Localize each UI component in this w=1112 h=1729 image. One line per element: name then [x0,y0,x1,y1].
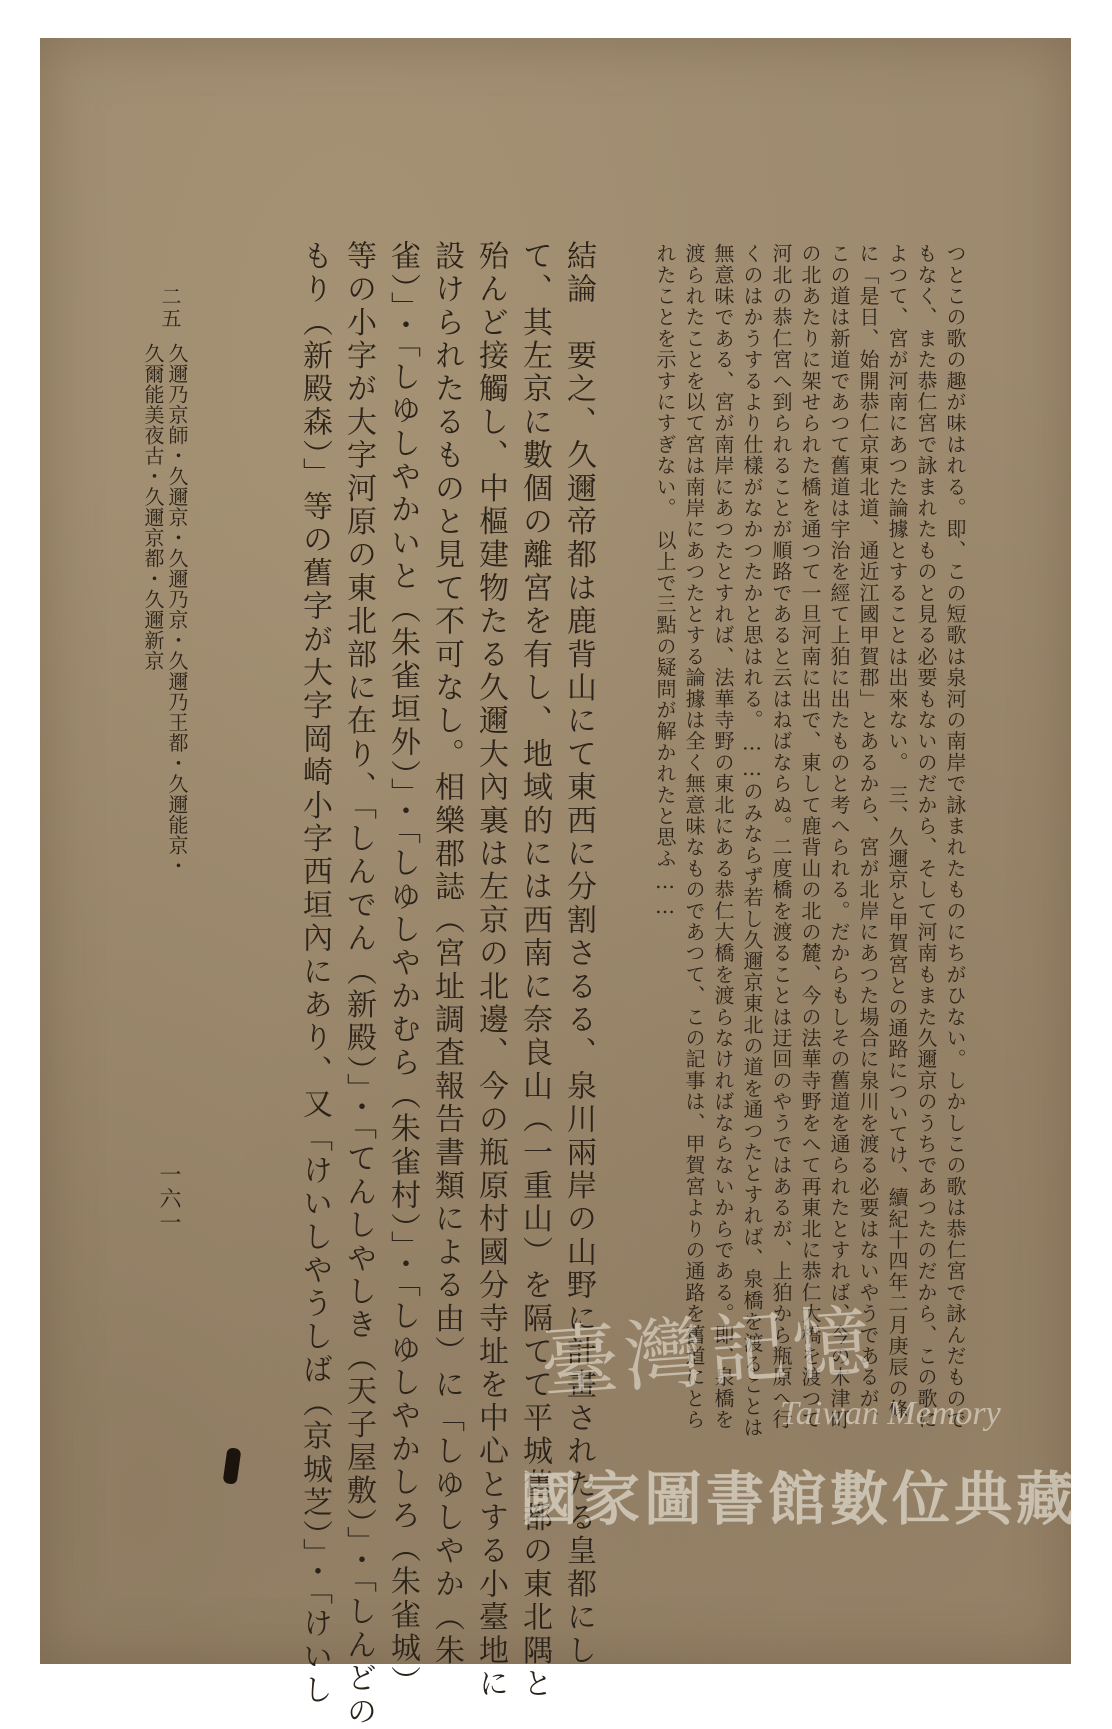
text-line: よつて、宮が河南にあつた論據とすることは出來ない。 三、久邇京と甲賀宮との通路についてけ、續紀十四年二月庚辰の條 [885,243,909,1421]
footnote-number: 二五 [158,286,182,330]
text-line: 結論 要之、久邇帝都は鹿背山にて東西に分割さるる、泉川兩岸の山野に計畫されたる皇都にし [561,240,596,1668]
page-number: 一六一 [156,1163,181,1235]
ink-smudge [223,1447,242,1485]
text-line: 渡られたことを以て宮は南岸にあつたとする論據は全く無意味なものであつて、この記事は、甲賀宮よりの通路を舊道にとら [682,243,706,1431]
text-line: もなく、また恭仁宮で詠まれたものと見る必要もないのだから、そして河南もまた久邇京のうちであつたのだから、この歌に [914,243,938,1431]
watermark-logo: 臺灣記憶 [537,1296,880,1410]
text-line: 河北の恭仁宮へ到られることが順路であると云はねばならぬ。二度橋を渡ることは迂回のやうではあるが、上狛から瓶原へ行 [769,243,793,1431]
text-line: 設けられたるものと見て不可なし。相樂郡誌（宮址調査報告書類による由）に「しゆしやか（朱 [429,240,464,1668]
text-line: れたことを示すにすぎない。 以上で三點の疑問が解かれたと思ふ…… [653,243,677,920]
text-line: 無意味である、宮が南岸にあつたとすれば、法華寺野の東北にある恭仁大橋を渡らなければならないからである。即、泉橋を [711,243,735,1431]
text-line: 雀）」・「しゆしやかいと（朱雀垣外）」・「しゆしやかむら（朱雀村）」・「しゆしやかしろ（朱雀城） [385,240,420,1699]
text-line: の北あたりに架せられた橋を通つて一旦河南に出で、東して鹿背山の北の麓、今の法華寺野をへて再東北に恭仁大橋を渡つて [798,243,822,1431]
watermark-english: Taiwan Memory [780,1395,1001,1432]
text-line: て、其左京に數個の離宮を有し、地域的には西南に奈良山（一重山）を隔てて平城舊都の東北隅と [517,240,552,1701]
text-line: 等の小字が大字河原の東北部に在り、「しんでん（新殿）」・「てんしやしき（天子屋敷）」・「しんどの [341,240,376,1729]
footnote-line-2: 久爾能美夜古・久邇京都・久邇新京 [141,343,165,671]
footnote-line-1: 久邇乃京師・久邇京・久邇乃京・久邇乃王都・久邇能京・ [165,343,189,876]
text-line: つとこの歌の趣が味はれる。即、この短歌は泉河の南岸で詠まれたものにちがひない。しかしこの歌は恭仁宮で詠んだもので [943,243,967,1431]
text-line: くのはかうするより仕樣がなかつたかと思はれる。……のみならず若し久邇京東北の道を通つたとすれば、泉橋を渡ることは [740,243,764,1439]
text-line: 殆んど接觸し、中樞建物たる久邇大內裏は左京の北邊、今の瓶原村國分寺址を中心とする小臺地に [473,240,508,1701]
watermark-library-name: 國家圖書館數位典藏 [520,1465,1079,1533]
text-line: もり（新殿森）」等の舊字が大字岡崎小字西垣內にあり、又「けいしやうしば（京城芝）」・「けいし [297,240,332,1708]
text-line: に「是日、始開恭仁京東北道、通近江國甲賀郡」とあるから、宮が北岸にあつた場合に泉川を渡る必要はないやうであるが、 [856,243,880,1431]
text-line: この道は新道であつて舊道は宇治を經て上狛に出たものと考へられる。だからもしその舊道を通られたとすれば、今の木津町 [827,243,851,1431]
